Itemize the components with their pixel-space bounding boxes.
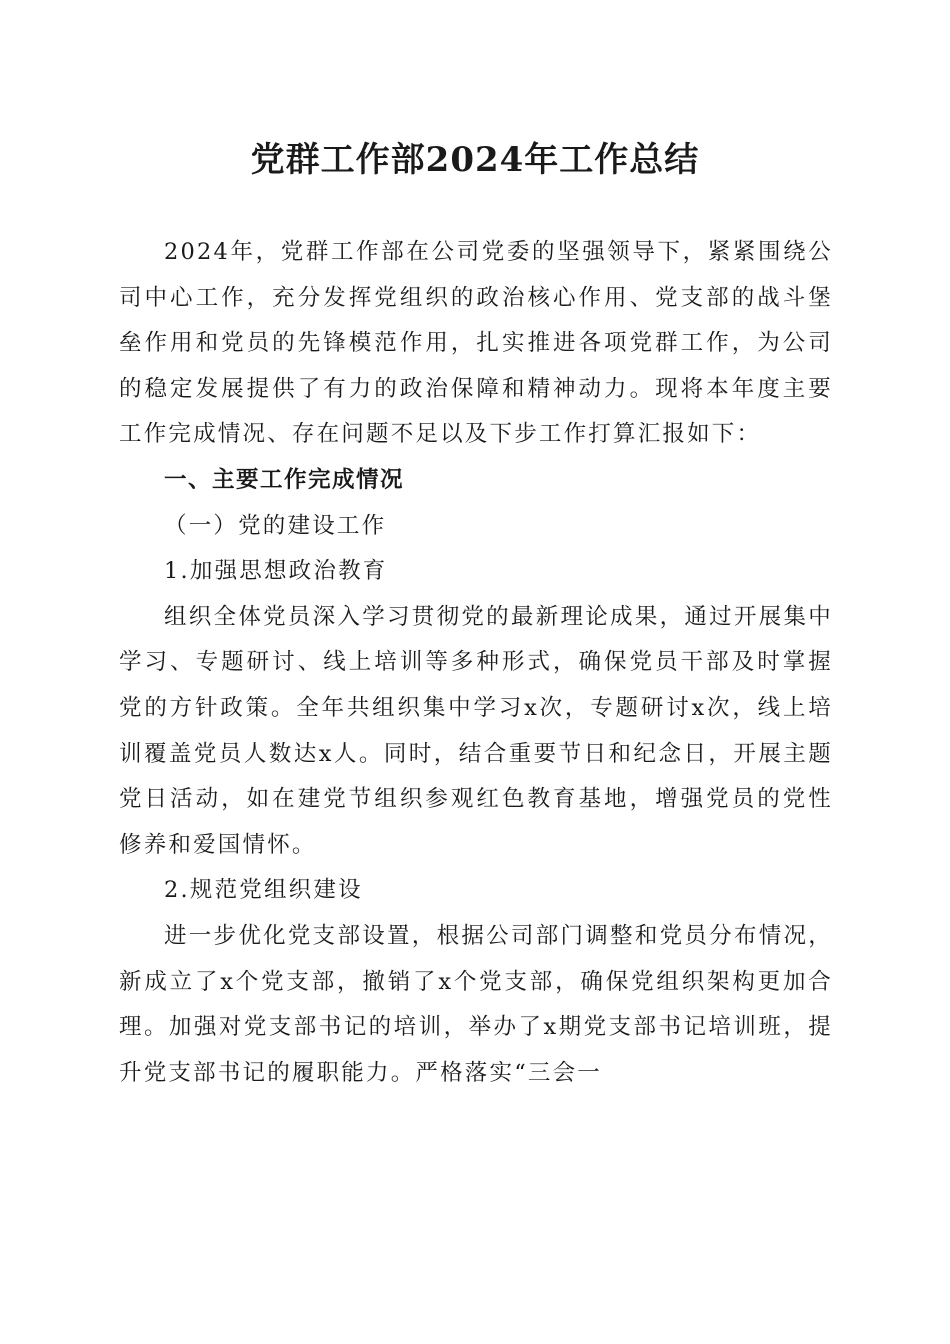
document-title: 党群工作部2024年工作总结 — [250, 140, 700, 180]
item-heading-organization-building: 2.规范党组织建设 — [164, 877, 363, 904]
subsection-heading-party-building: （一）党的建设工作 — [164, 512, 387, 539]
item-paragraph-organization-building: 进一步优化党支部设置，根据公司部门调整和党员分布情况，新成立了x个党支部，撤销了x个党支部，确保党组织架构更加合理。加强对党支部书记的培训，举办了x期党支部书记培训班，提升党支部书记的履职能力。严格落实“三会一 — [119, 922, 833, 1086]
document-body — [119, 230, 833, 1096]
item-heading-ideological-education: 1.加强思想政治教育 — [164, 558, 388, 585]
item-paragraph-ideological-education: 组织全体党员深入学习贯彻党的最新理论成果，通过开展集中学习、专题研讨、线上培训等多种形式，确保党员干部及时掌握党的方针政策。全年共组织集中学习x次，专题研讨x次，线上培训覆盖党员人数达x人。同时，结合重要节日和纪念日，开展主题党日活动，如在建党节组织参观红色教育基地，增强党员的党性修养和爱国情怀。 — [119, 603, 833, 858]
intro-paragraph: 2024年，党群工作部在公司党委的坚强领导下，紧紧围绕公司中心工作，充分发挥党组织的政治核心作用、党支部的战斗堡垒作用和党员的先锋模范作用，扎实推进各项党群工作，为公司的稳定发展提供了有力的政治保障和精神动力。现将本年度主要工作完成情况、存在问题不足以及下步工作打算汇报如下： — [119, 239, 833, 448]
section-heading-main-work: 一、主要工作完成情况 — [164, 466, 405, 493]
